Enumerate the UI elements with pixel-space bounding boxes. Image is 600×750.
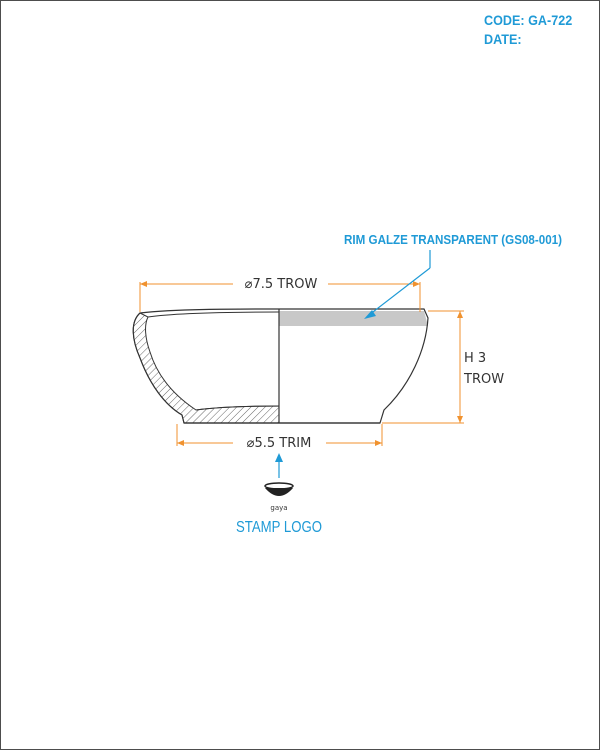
- rim-glaze-callout-label: RIM GALZE TRANSPARENT (GS08-001): [344, 232, 562, 247]
- stamp-arrowhead: [275, 453, 283, 462]
- gaya-logo: [265, 483, 293, 512]
- inner-rim-line: [148, 312, 279, 317]
- stamp-leader: [275, 453, 283, 478]
- rim-glaze-band: [279, 311, 428, 326]
- bowl-profile: [133, 309, 428, 423]
- logo-brand-text: gaya: [270, 504, 288, 512]
- logo-bowl-body: [265, 488, 293, 496]
- top-arrow-right: [413, 281, 420, 287]
- height-label-line1: H 3: [464, 351, 487, 366]
- date-label: DATE:: [484, 31, 522, 47]
- height-dimension: [382, 311, 464, 423]
- base-arrow-right: [375, 440, 382, 446]
- height-label-line2: TROW: [464, 372, 505, 387]
- product-code: CODE: GA-722: [484, 12, 573, 28]
- top-arrow-left: [140, 281, 147, 287]
- stamp-logo-label: STAMP LOGO: [236, 519, 322, 536]
- base-arrow-left: [177, 440, 184, 446]
- base-diameter-label: ⌀5.5 TRIM: [246, 436, 312, 451]
- height-arrow-bottom: [457, 416, 463, 423]
- rim-glaze-leader-diagonal: [369, 268, 430, 315]
- height-arrow-top: [457, 311, 463, 318]
- top-diameter-label: ⌀7.5 TROW: [244, 277, 318, 292]
